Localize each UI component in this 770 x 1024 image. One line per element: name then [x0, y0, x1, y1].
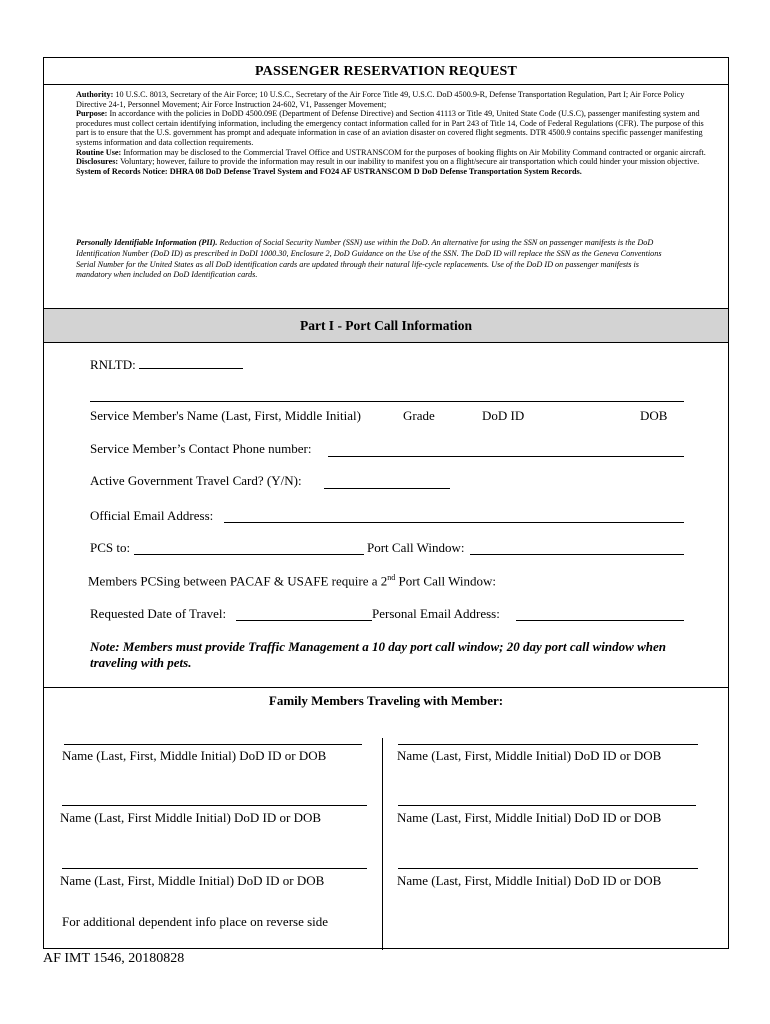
family-right-2-label: Name (Last, First, Middle Initial) DoD ID or DOB: [397, 810, 662, 825]
official-email-label: Official Email Address:: [90, 508, 214, 523]
pcs-to-label: PCS to:: [90, 540, 131, 555]
family-section-divider: [44, 687, 728, 688]
pii-text: Reduction of Social Security Number (SSN) use within the DoD. An alternative for using the SSN on passenger manifests is the DoD Identification Number (DoD ID) as prescribed in DoDI 1000.30, Enclosure 2, DoD Guidance on the Use of the SSN. The DoD ID will replace the SSN as the Geneva Conventions Serial Number for the United States as all DoD identification cards are updated through their natural life-cycle replacements. Use of the DoD ID on passenger manifests is mandatory when included on DoD Identification cards.: [76, 238, 662, 280]
gtc-input[interactable]: [324, 488, 450, 489]
pii-statement: [76, 238, 666, 281]
personal-email-input[interactable]: [516, 620, 684, 621]
purpose-label: Purpose:: [76, 109, 108, 119]
family-right-1-label: Name (Last, First, Middle Initial) DoD ID or DOB: [397, 748, 662, 763]
passenger-reservation-form: [43, 57, 729, 949]
rnltd-field: [90, 356, 243, 373]
disclosures-text: Voluntary; however, failure to provide the information may result in our inability to manifest you on a flight/secure air transportation which could hinder your mission objective.: [120, 157, 700, 167]
port-call-window-input[interactable]: [470, 554, 684, 555]
rnltd-input[interactable]: [139, 356, 243, 369]
family-left-2-input[interactable]: [62, 805, 367, 806]
member-name-line[interactable]: [90, 401, 684, 402]
privacy-act-statement: [76, 90, 716, 176]
form-title: PASSENGER RESERVATION REQUEST: [254, 64, 518, 79]
purpose-text: In accordance with the policies in DoDD 4500.09E (Department of Defense Directive) and Section 41113 or Title 49, United State Code (U.S.C), passenger manifesting system and procedures must collect certain identifying information, including the emergency contact information called for in Part 243 of Title 14, Code of Federal Regulations (CFR). The purpose of this part is to ensure that the U.S. government has prompt and adequate information in case of an aviation disaster on covered flight segments. DTR 4500.9 contains specific passenger manifesting systems information and data collection requirements.: [76, 109, 704, 147]
form-footer: AF IMT 1546, 20180828: [43, 951, 185, 966]
dod-id-label: DoD ID: [482, 408, 525, 423]
routine-use-text: Information may be disclosed to the Commercial Travel Office and USTRANSCOM for the purposes of booking flights on Air Mobility Command contracted or organic aircraft.: [123, 147, 706, 157]
port-call-window-label: Port Call Window:: [367, 540, 465, 555]
dob-label: DOB: [640, 408, 668, 423]
member-name-label: Service Member's Name (Last, First, Middle Initial): [90, 408, 361, 423]
family-section-title: Family Members Traveling with Member:: [268, 693, 504, 708]
routine-use-label: Routine Use:: [76, 147, 122, 157]
family-right-3-label: Name (Last, First, Middle Initial) DoD ID or DOB: [397, 873, 662, 888]
pcs-note-superscript: nd: [387, 573, 396, 582]
personal-email-label: Personal Email Address:: [372, 606, 500, 621]
requested-date-input[interactable]: [236, 620, 372, 621]
family-right-2-input[interactable]: [398, 805, 696, 806]
family-left-1-input[interactable]: [64, 744, 362, 745]
family-right-1-input[interactable]: [398, 744, 698, 745]
authority-label: Authority:: [76, 90, 114, 99]
additional-dependents-note: For additional dependent info place on reverse side: [62, 914, 329, 929]
requested-date-label: Requested Date of Travel:: [90, 606, 227, 621]
pcs-note-tail: Port Call Window:: [395, 573, 496, 589]
pcs-note-text: Members PCSing between PACAF & USAFE require a 2: [88, 573, 388, 589]
pii-label: Personally Identifiable Information (PII).: [76, 238, 218, 247]
official-email-input[interactable]: [224, 522, 684, 523]
family-right-3-input[interactable]: [398, 868, 698, 869]
title-divider: [44, 84, 728, 85]
disclosures-label: Disclosures:: [76, 157, 119, 167]
second-port-call-label: [88, 573, 496, 589]
family-column-divider: [382, 738, 383, 950]
family-left-1-label: Name (Last, First, Middle Initial) DoD ID or DOB: [62, 748, 327, 763]
contact-phone-input[interactable]: [328, 456, 684, 457]
contact-phone-label: Service Member’s Contact Phone number:: [90, 441, 312, 456]
sorn-text: DHRA 08 DoD Defense Travel System and FO24 AF USTRANSCOM D DoD Defense Transportation System Records.: [169, 166, 582, 176]
part1-header: Part I - Port Call Information: [44, 308, 728, 343]
grade-label: Grade: [403, 408, 435, 423]
family-left-3-input[interactable]: [62, 868, 367, 869]
rnltd-label: RNLTD:: [90, 357, 136, 372]
family-left-2-label: Name (Last, First Middle Initial) DoD ID or DOB: [60, 810, 322, 825]
port-call-note: Note: Members must provide Traffic Management a 10 day port call window; 20 day port call window when traveling with pets.: [90, 639, 666, 670]
gtc-label: Active Government Travel Card? (Y/N):: [90, 473, 302, 488]
sorn-label: System of Records Notice:: [76, 166, 168, 176]
family-left-3-label: Name (Last, First, Middle Initial) DoD ID or DOB: [60, 873, 325, 888]
authority-text: 10 U.S.C. 8013, Secretary of the Air Force; 10 U.S.C., Secretary of the Air Force Title 49, U.S.C. DoD 4500.9-R, Defense Transportation Regulation, Part I; Air Force Policy Directive 24-1, Personnel Movement; Air Force Instruction 24-602, V1, Passenger Movement;: [76, 90, 685, 109]
pcs-to-input[interactable]: [134, 554, 364, 555]
